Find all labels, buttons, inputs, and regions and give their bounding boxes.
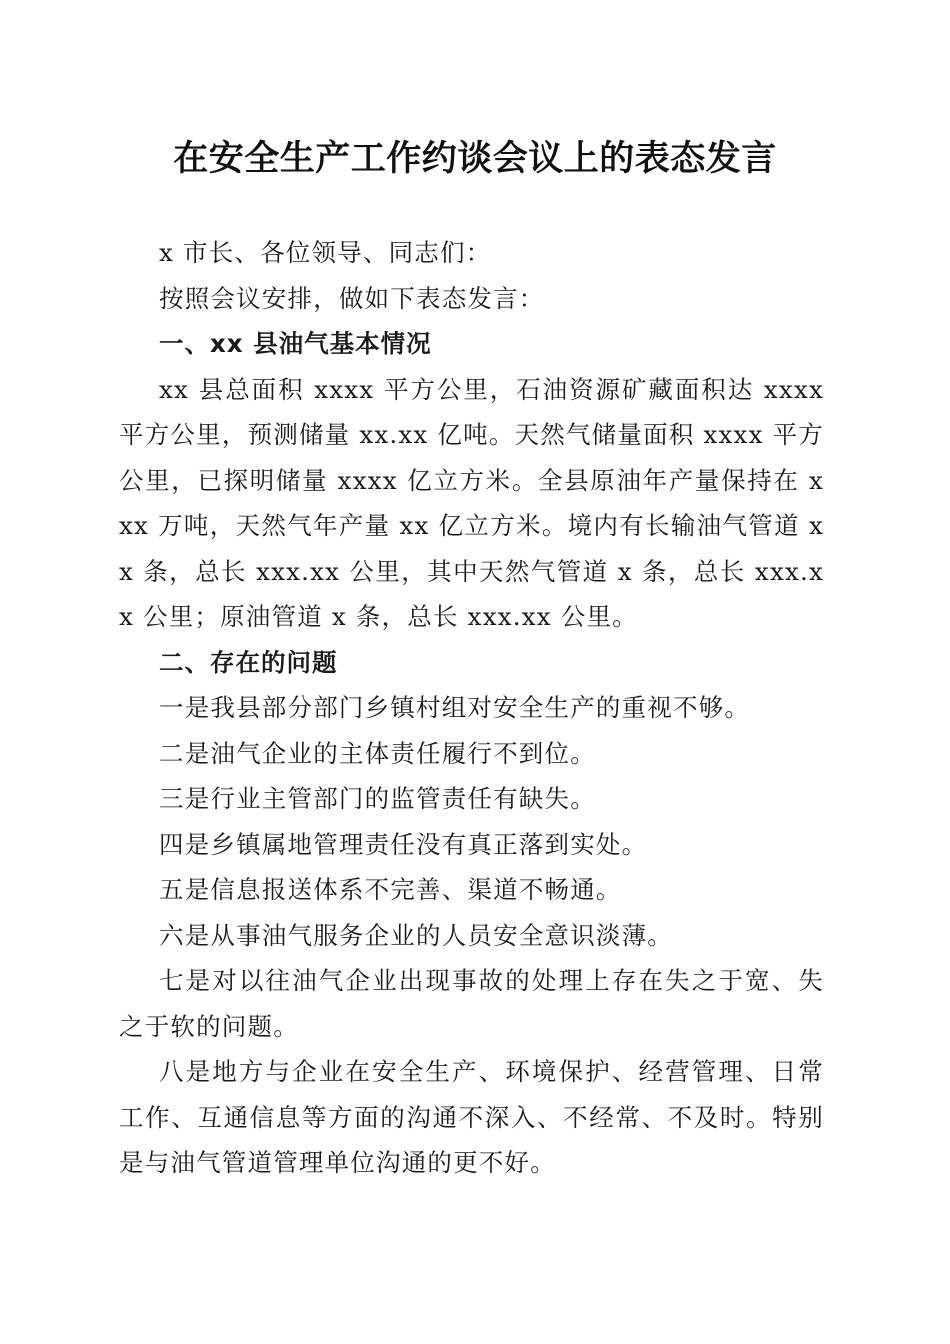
document-title: 在安全生产工作约谈会议上的表态发言 [173, 138, 777, 179]
section-heading-problems: 二、存在的问题 [159, 647, 338, 677]
problem-item-7: 七是对以往油气企业出现事故的处理上存在失之于宽、失之于软的问题。 [119, 966, 824, 1041]
intro-paragraph: 按照会议安排，做如下表态发言： [159, 283, 545, 313]
problem-item-6: 六是从事油气服务企业的人员安全意识淡薄。 [159, 920, 673, 950]
problem-item-3: 三是行业主管部门的监管责任有缺失。 [159, 784, 596, 813]
salutation: x 市长、各位领导、同志们： [159, 238, 492, 267]
problem-item-4: 四是乡镇属地管理责任没有真正落到实处。 [159, 829, 648, 859]
problem-item-1: 一是我县部分部门乡镇村组对安全生产的重视不够。 [159, 693, 751, 722]
problem-item-2: 二是油气企业的主体责任履行不到位。 [159, 738, 596, 768]
document-body [119, 230, 824, 1186]
problem-item-8: 八是地方与企业在安全生产、环境保护、经营管理、日常工作、互通信息等方面的沟通不深入、不经常、不及时。特别是与油气管道管理单位沟通的更不好。 [119, 1057, 824, 1177]
overview-paragraph: xx 县总面积 xxxx 平方公里，石油资源矿藏面积达 xxxx 平方公里，预测储量 xx.xx 亿吨。天然气储量面积 xxxx 平方公里，已探明储量 xxxx 亿立方米。全县原油年产量保持在 xxx 万吨，天然气年产量 xx 亿立方米。境内有长输油气管道 xx 条，总长 xxx.xx 公里，其中天然气管道 x 条，总长 xxx.xx 公里；原油管道 x 条，总长 xxx.xx 公里。 [119, 374, 824, 631]
section-heading-overview: 一、xx 县油气基本情况 [159, 329, 432, 358]
problem-item-5: 五是信息报送体系不完善、渠道不畅通。 [159, 875, 622, 904]
